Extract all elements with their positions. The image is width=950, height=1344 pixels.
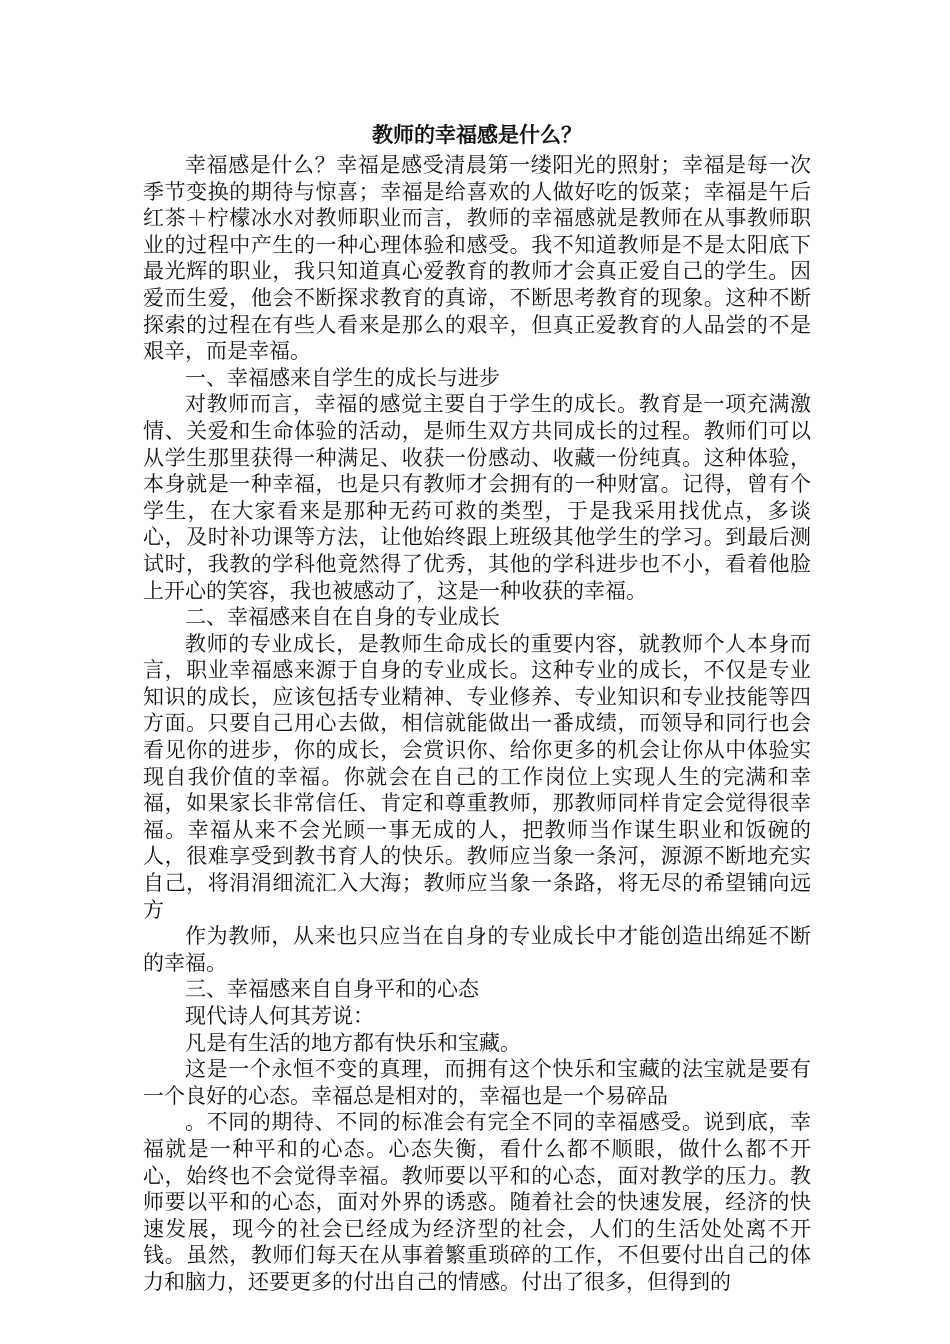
paragraph: 幸福感是什么？幸福是感受清晨第一缕阳光的照射；幸福是每一次季节变换的期待与惊喜；幸福是给喜欢的人做好吃的饭菜；幸福是午后红茶＋柠檬冰水对教师职业而言，教师的幸福感就是教师在从事教师职业的过程中产生的一种心理体验和感受。我不知道教师是不是太阳底下最光辉的职业，我只知道真心爱教育的教师才会真正爱自己的学生。因爱而生爱，他会不断探求教育的真谛，不断思考教育的现象。这种不断探索的过程在有些人看来是那么的艰辛，但真正爱教育的人品尝的不是艰辛，而是幸福。 [143,153,811,364]
quote: 凡是有生活的地方都有快乐和宝藏。 [185,1030,521,1055]
paragraph: 对教师而言，幸福的感觉主要自于学生的成长。教育是一项充满激情、关爱和生命体验的活动，是师生双方共同成长的过程。教师们可以从学生那里获得一种满足、收获一份感动、收藏一份纯真。这种体验，本身就是一种幸福，也是只有教师才会拥有的一种财富。记得，曾有个学生，在大家看来是那种无药可救的类型，于是我采用找优点，多谈心，及时补功课等方法，让他始终跟上班级其他学生的学习。到最后测试时，我教的学科他竟然得了优秀，其他的学科进步也不小，看着他脸上开心的笑容，我也被感动了，这是一种收获的幸福。 [143,392,811,603]
section-heading: 三、幸福感来自自身平和的心态 [185,977,479,1002]
paragraph: 现代诗人何其芳说： [185,1004,374,1028]
document-title: 教师的幸福感是什么？ [372,123,582,147]
section-heading: 二、幸福感来自在自身的专业成长 [185,605,500,630]
paragraph: 这是一个永恒不变的真理，而拥有这个快乐和宝藏的法宝就是要有一个良好的心态。幸福总是相对的，幸福也是一个易碎品 [143,1057,811,1108]
section-heading: 一、幸福感来自学生的成长与进步 [185,365,500,390]
paragraph: 作为教师，从来也只应当在自身的专业成长中才能创造出绵延不断的幸福。 [143,924,811,975]
document-page [143,118,811,1296]
document-body [143,152,811,1296]
paragraph: 教师的专业成长，是教师生命成长的重要内容，就教师个人本身而言，职业幸福感来源于自身的专业成长。这种专业的成长，不仅是专业知识的成长，应该包括专业精神、专业修养、专业知识和专业技能等四方面。只要自己用心去做，相信就能做出一番成绩，而领导和同行也会看见你的进步，你的成长，会赏识你、给你更多的机会让你从中体验实现自我价值的幸福。你就会在自己的工作岗位上实现人生的完满和幸福，如果家长非常信任、肯定和尊重教师，那教师同样肯定会觉得很幸福。幸福从来不会光顾一事无成的人，把教师当作谋生职业和饭碗的人，很难享受到教书育人的快乐。教师应当象一条河，源源不断地充实自己，将涓涓细流汇入大海；教师应当象一条路，将无尽的希望铺向远方 [143,631,811,922]
paragraph: 。不同的期待、不同的标准会有完全不同的幸福感受。说到底，幸福就是一种平和的心态。心态失衡，看什么都不顺眼，做什么都不开心，始终也不会觉得幸福。教师要以平和的心态，面对教学的压力。教师要以平和的心态，面对外界的诱惑。随着社会的快速发展，经济的快速发展，现今的社会已经成为经济型的社会，人们的生活处处离不开钱。虽然，教师们每天在从事着繁重琐碎的工作，不但要付出自己的体力和脑力，还要更多的付出自己的情感。付出了很多，但得到的 [143,1110,811,1294]
